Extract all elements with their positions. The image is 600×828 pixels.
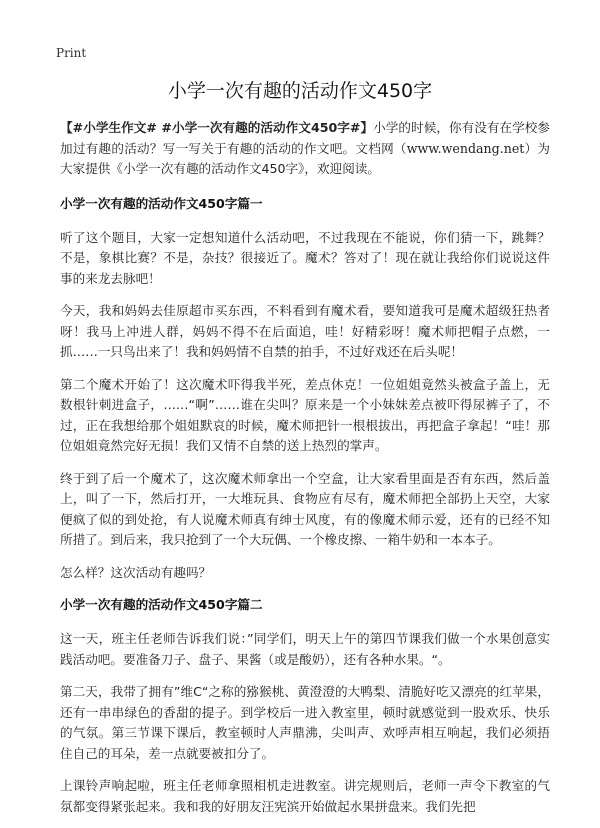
paragraph: 这一天，班主任老师告诉我们说：”同学们，明天上午的第四节课我们做一个水果创意实践活动吧。要准备刀子、盘子、果酱（或是酸奶），还有各种水果。“。: [60, 631, 550, 667]
section-heading: 小学一次有趣的活动作文450字篇二: [60, 597, 263, 612]
paragraph: 第二天，我带了拥有”维C“之称的猕猴桃、黄澄澄的大鸭梨、清脆好吃又漂亮的红苹果，还有一串串绿色的香甜的提子。到学校后一进入教室里，顿时就感觉到一股欢乐、快乐的气氛。第三节课下课后，教室顿时人声鼎沸，尖叫声、欢呼声相互响起，我们必须捂住自己的耳朵，差一点就要被扣分了。: [60, 684, 550, 761]
print-link[interactable]: Print: [56, 46, 87, 60]
article-body: [60, 118, 550, 828]
intro-paragraph: [60, 118, 550, 180]
intro-text: 小学的时候，你有没有在学校参加过有趣的活动？写一写关于有趣的活动的作文吧。文档网（: [60, 120, 551, 156]
paragraph: 终于到了后一个魔术了，这次魔术师拿出一个空盒，让大家看里面是否有东西，然后盖上，叫了一下，然后打开，一大堆玩具、食物应有尽有，魔术师把全部扔上天空，大家便疯了似的到处抢，有人说魔术师真有绅士风度，有的像魔术师示爱，还有的已经不知所措了。到后来，我只抢到了一个大玩偶、一个橡皮擦、一箱牛奶和一本本子。: [60, 470, 550, 547]
paragraph: 今天，我和妈妈去佳原超市买东西，不料看到有魔术看，要知道我可是魔术超级狂热者呀！我马上冲进人群，妈妈不得不在后面追，哇！好精彩呀！魔术师把帽子点燃，一抓……一只鸟出来了！我和妈妈情不自禁的拍手，不过好戏还在后头呢！: [60, 303, 550, 359]
paragraph: 怎么样？这次活动有趣吗？: [60, 564, 212, 580]
source-url[interactable]: www.wendang.net: [406, 140, 525, 156]
intro-text-end: ）为大家提供《小学一次有趣的活动作文450字》，欢迎阅读。: [60, 140, 551, 176]
paragraph: 第二个魔术开始了！这次魔术吓得我半死，差点休克！一位姐姐竟然头被盒子盖上，无数根针刺进盒子，……“啊”……谁在尖叫？原来是一个小妹妹差点被吓得尿裤子了，不过，正在我想给那个姐姐默哀的时候，魔术师把针一根根拔出，再把盒子拿起！“哇！那位姐姐竟然完好无损！我们又情不自禁的送上热烈的掌声。: [60, 376, 550, 453]
paragraph: 听了这个题目，大家一定想知道什么活动吧，不过我现在不能说，你们猜一下，跳舞？不是，象棋比赛？不是，杂技？很接近了。魔术？答对了！现在就让我给你们说说这件事的来龙去脉吧！: [60, 229, 550, 286]
paragraph: 上课铃声响起啦，班主任老师拿照相机走进教室。讲完规则后，老师一声令下教室的气氛都变得紧张起来。我和我的好朋友汪宪滨开始做起水果拼盘来。我们先把: [60, 778, 550, 814]
section-heading: 小学一次有趣的活动作文450字篇一: [60, 195, 263, 211]
intro-tags: 【#小学生作文# #小学一次有趣的活动作文450字#】: [60, 120, 374, 135]
page-title: 小学一次有趣的活动作文450字: [167, 80, 433, 102]
